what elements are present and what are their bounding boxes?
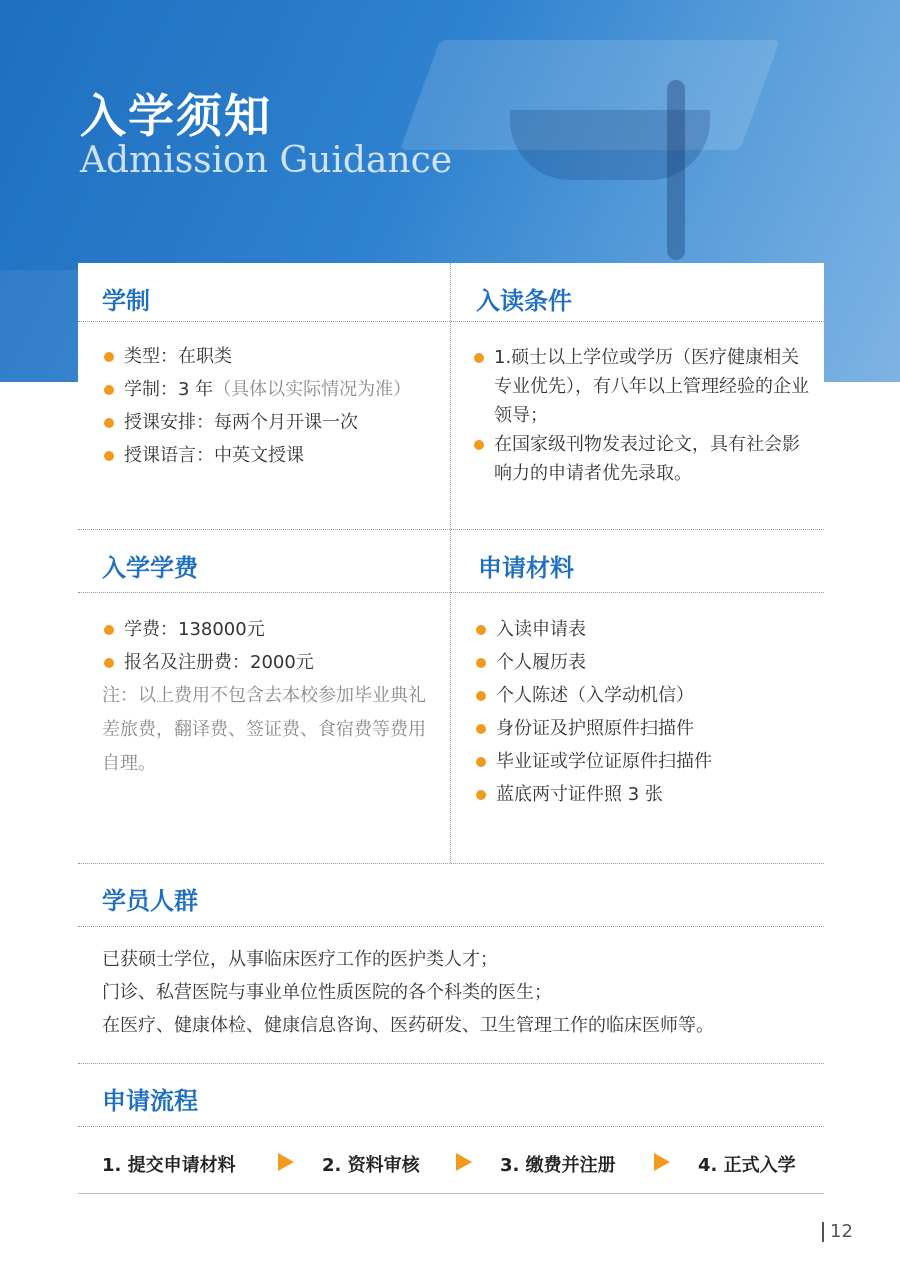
list-item: 授课安排：每两个月开课一次 [102, 406, 442, 439]
list-item: 1.硕士以上学位或学历（医疗健康相关专业优先），有八年以上管理经验的企业领导； [474, 343, 816, 430]
audience-line: 在医疗、健康体检、健康信息咨询、医药研发、卫生管理工作的临床医师等。 [102, 1015, 714, 1036]
system-list [102, 340, 442, 472]
column-divider [450, 263, 451, 863]
list-item: 在国家级刊物发表过论文，具有社会影响力的申请者优先录取。 [474, 430, 816, 488]
section-title-audience: 学员人群 [102, 887, 198, 915]
section-title-process: 申请流程 [102, 1087, 198, 1115]
section-title-fees: 入学学费 [102, 554, 198, 582]
list-item: 毕业证或学位证原件扫描件 [474, 745, 814, 778]
list-item: 蓝底两寸证件照 3 张 [474, 778, 814, 811]
list-item: 入读申请表 [474, 613, 814, 646]
section-title-materials: 申请材料 [478, 554, 574, 582]
divider [78, 321, 824, 322]
fees-list [102, 613, 442, 679]
materials-list [474, 613, 814, 811]
audience-text [102, 943, 812, 1042]
list-item: 授课语言：中英文授课 [102, 439, 442, 472]
page-title: 入学须知 [80, 89, 272, 143]
list-item: 身份证及护照原件扫描件 [474, 712, 814, 745]
divider [78, 1126, 824, 1127]
list-item: 学制：3 年（具体以实际情况为准） [102, 373, 442, 406]
divider [78, 863, 824, 864]
divider [78, 529, 824, 530]
list-item: 个人陈述（入学动机信） [474, 679, 814, 712]
arrow-right-icon [654, 1153, 670, 1171]
list-item: 报名及注册费：2000元 [102, 646, 442, 679]
process-step: 1. 提交申请材料 [102, 1155, 236, 1176]
list-item: 个人履历表 [474, 646, 814, 679]
process-step: 3. 缴费并注册 [500, 1155, 616, 1176]
divider [78, 1193, 824, 1194]
page-number: 12 [822, 1222, 853, 1242]
section-title-system: 学制 [102, 287, 150, 315]
banner-decoration [667, 80, 685, 260]
list-item: 学费：138000元 [102, 613, 442, 646]
requirements-list [474, 343, 816, 488]
divider [78, 1063, 824, 1064]
page-subtitle: Admission Guidance [80, 140, 453, 181]
process-step: 2. 资料审核 [322, 1155, 420, 1176]
audience-line: 已获硕士学位，从事临床医疗工作的医护类人才； [102, 949, 498, 970]
process-step: 4. 正式入学 [698, 1155, 796, 1176]
arrow-right-icon [456, 1153, 472, 1171]
list-item: 类型：在职类 [102, 340, 442, 373]
process-flow [102, 1151, 802, 1175]
content-card [78, 263, 824, 1198]
arrow-right-icon [278, 1153, 294, 1171]
fees-note: 注：以上费用不包含去本校参加毕业典礼差旅费，翻译费、签证费、食宿费等费用自理。 [102, 685, 426, 774]
audience-line: 门诊、私营医院与事业单位性质医院的各个科类的医生； [102, 982, 552, 1003]
section-title-requirements: 入读条件 [476, 287, 572, 315]
divider [78, 592, 824, 593]
divider [78, 926, 824, 927]
